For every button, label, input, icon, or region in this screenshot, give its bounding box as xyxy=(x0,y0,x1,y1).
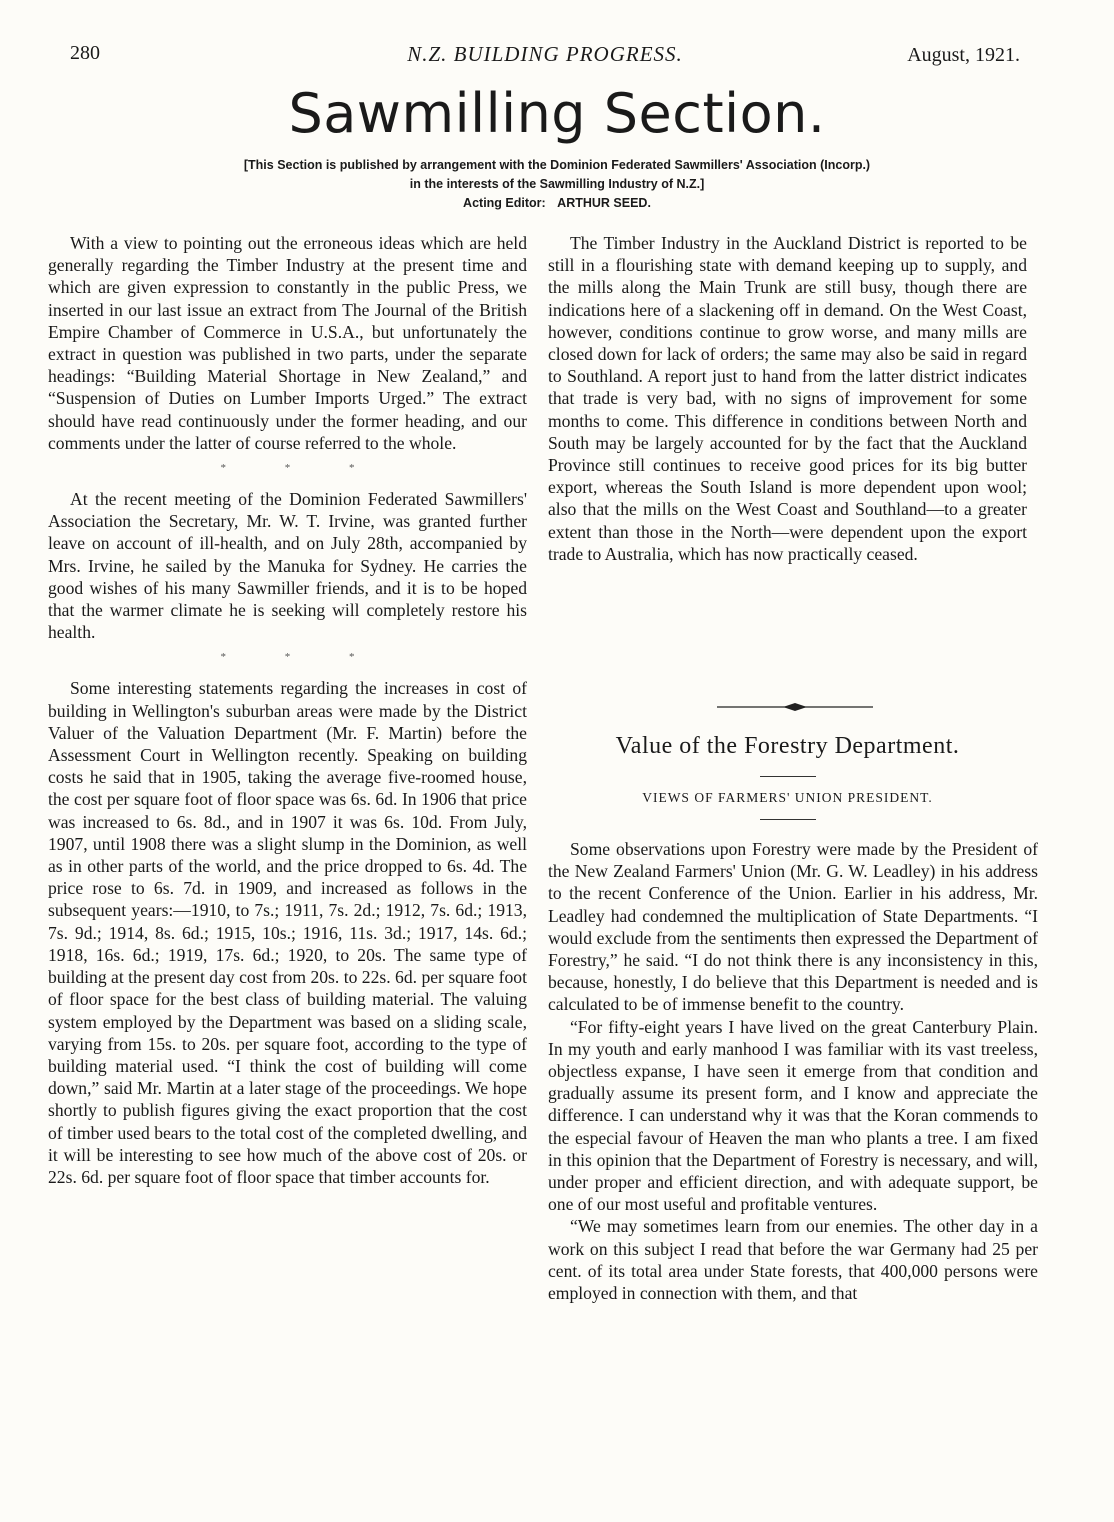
left-column xyxy=(48,232,527,1188)
journal-title: N.Z. BUILDING PROGRESS. xyxy=(407,42,683,66)
section-divider-stars: * * * xyxy=(220,462,383,475)
paragraph-timber-industry: The Timber Industry in the Auckland District is reported to be still in a flourishing state with demand keeping up to supply, and the mills along the Main Trunk are still busy, though there are indications here of a slackening off in demand. On the West Coast, however, conditions continue to grow worse, and many mills are closed down for lack of orders; the same may also be said in regard to Southland. A report just to hand from the latter district indicates that trade is very bad, with no signs of improvement for some months to come. This difference in conditions between North and South may be largely accounted for by the fact that the Auckland Province still continues to receive good prices for its big butter export, whereas the South Island is more dependent upon wool; also that the mills on the West Coast and Southland—to a greater extent than those in the North—were dependent upon the export trade to Australia, which has now practically ceased. xyxy=(548,233,1027,564)
article-body xyxy=(548,838,1038,1304)
editor-label: Acting Editor: xyxy=(463,196,546,210)
article-title: Value of the Forestry Department. xyxy=(615,733,960,759)
paragraph-canterbury-plain: “For fifty-eight years I have lived on the great Canterbury Plain. In my youth and early manhood I was familiar with its vast treeless, objectless expanse, I have seen it emerge from that condition and gradually assume its present form, and I know and appreciate the difference. I can understand why it was that the Koran commends to the especial favour of Heaven the man who plants a tree. I am fixed in this opinion that the Department of Forestry is necessary, and will, under proper and efficient direction, and with adequate support, be one of our most useful and profitable ventures. xyxy=(548,1016,1038,1215)
ornament-divider-icon xyxy=(717,701,873,713)
page-number: 280 xyxy=(70,42,100,64)
title-rule xyxy=(760,776,816,777)
issue-date: August, 1921. xyxy=(907,44,1020,66)
editor-name: ARTHUR SEED. xyxy=(557,196,651,210)
editor-credit xyxy=(0,196,1114,210)
section-note-line2: in the interests of the Sawmilling Industry of N.Z.] xyxy=(409,177,705,191)
right-column xyxy=(548,232,1027,565)
paragraph-building-costs: Some interesting statements regarding the increases in cost of building in Wellington's suburban areas were made by the District Valuer of the Valuation Department (Mr. F. Martin) before the Assessment Court in Wellington recently. Speaking on building costs he said that in 1905, taking the average five-roomed house, the cost per square foot of floor space was 6s. 6d. In 1906 that price was increased to 6s. 8d., and in 1907 it was 6s. 10d. From July, 1907, until 1908 there was a slight slump in the Dominion, as well as in other parts of the world, and the price dropped to 6s. 4d. The price rose to 6s. 7d. in 1909, and increased as follows in the subsequent years:—1910, to 7s.; 1911, 7s. 2d.; 1912, 7s. 6d.; 1913, 7s. 9d.; 1914, 8s. 6d.; 1915, 10s.; 1916, 11s. 3d.; 1917, 14s. 6d.; 1918, 16s. 6d.; 1919, 17s. 6d.; 1920, to 20s. The same type of building at the present day cost from 20s. to 22s. 6d. per square foot of floor space for the best class of building material. The valuing system employed by the Department was based on a sliding scale, varying from 15s. to 20s. per square foot, according to the type of building material used. “I think the cost of building will come down,” said Mr. Martin at a later stage of the proceedings. We hope shortly to publish figures giving the exact proportion that the cost of timber used bears to the total cost of the completed dwelling, and it will be interesting to see how much of the above cost of 20s. or 22s. 6d. per square foot of floor space that timber accounts for. xyxy=(48,678,527,1187)
article-subtitle: VIEWS OF FARMERS' UNION PRESIDENT. xyxy=(642,790,933,805)
section-title: Sawmilling Section. xyxy=(288,82,826,145)
paragraph-germany-forests: “We may sometimes learn from our enemies. The other day in a work on this subject I read that before the war Germany had 25 per cent. of its total area under State forests, that 400,000 persons were employed in connection with them, and that xyxy=(548,1216,1038,1304)
subtitle-rule xyxy=(760,819,816,820)
running-header xyxy=(70,38,1020,72)
paragraph-secretary-leave: At the recent meeting of the Dominion Federated Sawmillers' Association the Secretary, Mr. W. T. Irvine, was granted further leave on account of ill-health, and on July 28th, accompanied by Mrs. Irvine, he sailed by the Manuka for Sydney. He carries the good wishes of his many Sawmiller friends, and it is to be hoped that the warmer climate he is seeking will completely restore his health. xyxy=(48,489,527,643)
paragraph-article-correction: With a view to pointing out the erroneous ideas which are held generally regarding the Timber Industry at the present time and which are given expression to constantly in the public Press, we inserted in our last issue an extract from The Journal of the British Empire Chamber of Commerce in U.S.A., but unfortunately the extract in question was published in two parts, under the separate headings: “Building Material Shortage in New Zealand,” and “Suspension of Duties on Lumber Imports Urged.” The extract should have read continuously under the former heading, and our comments under the latter of course referred to the whole. xyxy=(48,233,527,453)
section-divider-stars: * * * xyxy=(220,651,383,664)
section-note-line1: [This Section is published by arrangement with the Dominion Federated Sawmillers' Association (Incorp.) xyxy=(243,158,871,172)
paragraph-forestry-observations: Some observations upon Forestry were made by the President of the New Zealand Farmers' Union (Mr. G. W. Leadley) in his address to the recent Conference of the Union. Earlier in his address, Mr. Leadley had condemned the multiplication of State Departments. “I would exclude from the sentiments then expressed the Department of Forestry,” he said. “I do not think there is any inconsistency in this, because, honestly, I do believe that this Department is needed and is calculated to be of immense benefit to the country. xyxy=(548,839,1038,1015)
